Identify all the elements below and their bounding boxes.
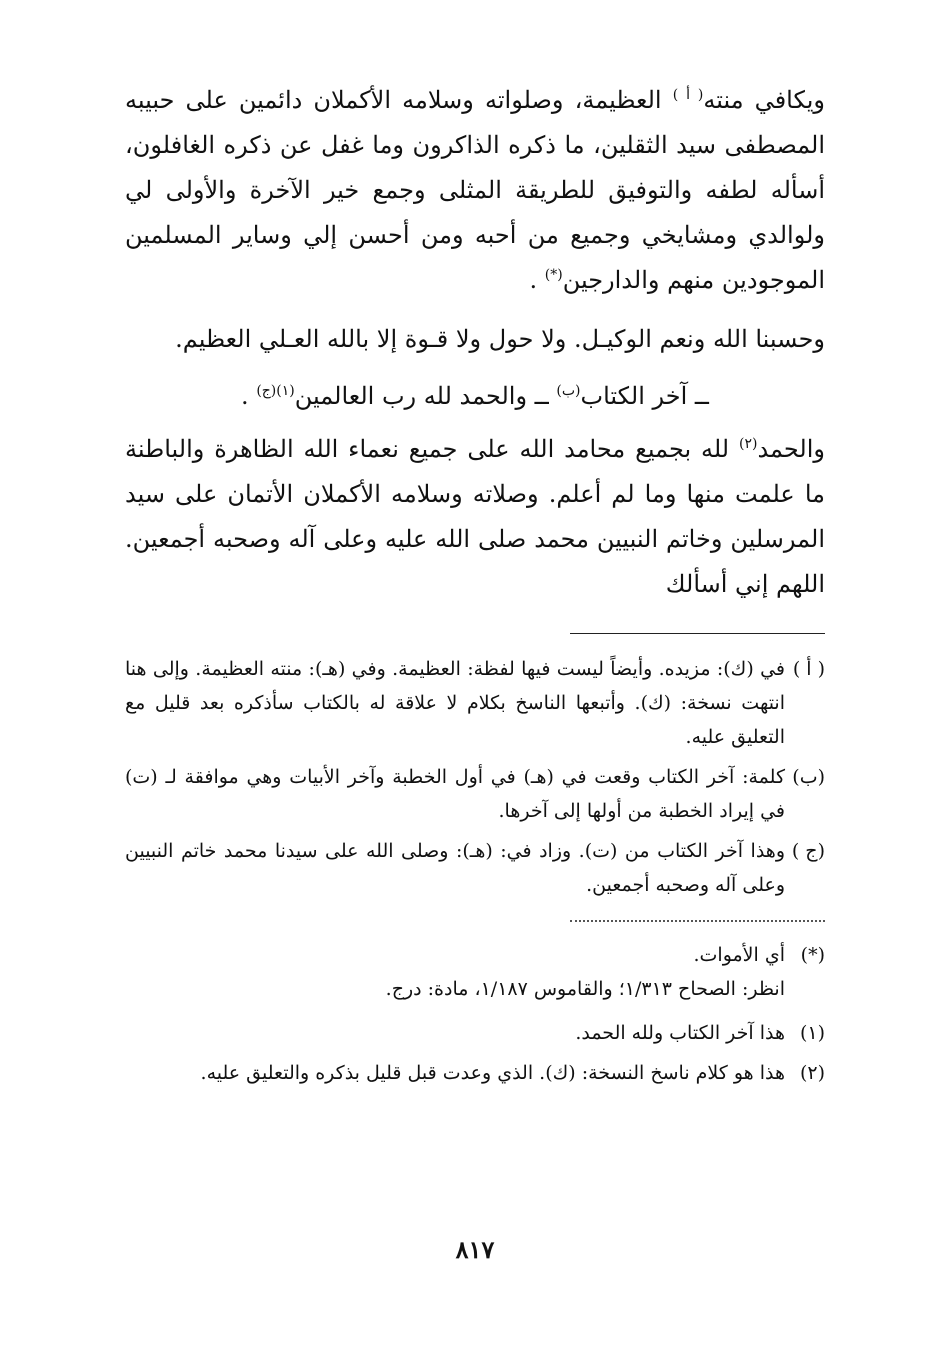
body-text: لله بجميع محامد الله على جميع نعماء الله الظاهرة والباطنة ما علمت منها وما لم أعلم. وصلاته وسلامه الأكملان الأتمان على سيد المرسلين وخاتم النبيين محمد صلى الله عليه وعلى آله وصحبه أجمعين. اللهم إني أسألك [125,435,825,598]
body-paragraph-2: وحسبنا الله ونعم الوكيـل. ولا حول ولا قـوة إلا بالله العـلي العظيم. [175,325,825,353]
variant-note-a [125,652,825,754]
commentary-note-text: هذا آخر الكتاب ولله الحمد. [575,1022,785,1044]
note-mark-a: ( أ ) [672,87,704,103]
body-text: العظيمة، وصلواته وسلامه الأكملان دائمين على حبيبه المصطفى سيد الثقلين، ما ذكره الذاكرون وما غفل عن ذكره الغافلون، أسأله لطفه والتوفيق للطريقة المثلى وجمع خير الآخرة والأولى لي ولوالدي ومشايخي وجميع من أحبه ومن أحسن إلي وساير المسلمين الموجودين منهم والدارجين [125,86,825,294]
body-paragraph-1 [125,78,825,303]
variant-note-mark: (ب) [792,766,825,788]
variant-note-c [125,834,825,902]
commentary-notes [125,938,825,1090]
body-text: . [529,266,545,294]
document-page [125,70,825,1330]
commentary-note-mark: (١) [799,1022,825,1044]
commentary-reference: انظر: الصحاح ١/٣١٣؛ والقاموس ١/١٨٧، مادة: درج. [385,978,785,1000]
footnote-divider [570,633,825,634]
commentary-note-mark: (٢) [799,1062,825,1084]
variant-note-text: في (ك): مزيده. وأيضاً ليست فيها لفظة: العظيمة. وفي (هـ): منته العظيمة. وإلى هنا انتهت نسخة: (ك). وأتبعها الناسخ بكلام لا علاقة له بالكتاب سأذكره بعد قليل مع التعليق عليه. [125,658,785,748]
body-text: ــ والحمد لله رب العالمين [294,382,557,410]
commentary-note-text: أي الأموات. [693,944,785,966]
body-text: ــ آخر الكتاب [580,382,709,410]
commentary-note-mark: (*) [800,944,825,966]
body-text: ويكافي منته [703,86,825,114]
commentary-note-star [125,938,825,972]
variant-note-b [125,760,825,828]
commentary-note-1 [125,1016,825,1050]
note-mark-b: (ب) [556,383,581,399]
commentary-note-2 [125,1056,825,1090]
note-mark-1: (١) [276,383,295,399]
variant-note-text: وهذا آخر الكتاب من (ت). وزاد في: (هـ): وصلى الله على سيدنا محمد خاتم النبيين وعلى آله وصحبه أجمعين. [125,840,785,896]
note-mark-c: (ج) [256,383,277,399]
dotted-divider [570,920,825,922]
note-mark-star: (*) [544,267,563,283]
body-text: والحمد [757,435,825,463]
variant-note-mark: ( أ ) [792,658,825,680]
commentary-note-text: هذا هو كلام ناسخ النسخة: (ك). الذي وعدت قبل قليل بذكره والتعليق عليه. [200,1062,785,1084]
body-paragraph-4 [125,427,825,607]
page-number: ٨١٧ [455,1235,495,1264]
note-mark-2: (٢) [738,436,758,452]
variant-note-text: كلمة: آخر الكتاب وقعت في (هـ) في أول الخطبة وآخر الأبيات وهي موافقة لـ (ت) في إيراد الخطبة من أولها إلى آخرها. [125,766,785,822]
variant-notes [125,652,825,902]
variant-note-mark: (ج ) [791,840,825,862]
body-paragraph-3 [125,374,825,419]
body-text: . [241,382,257,410]
